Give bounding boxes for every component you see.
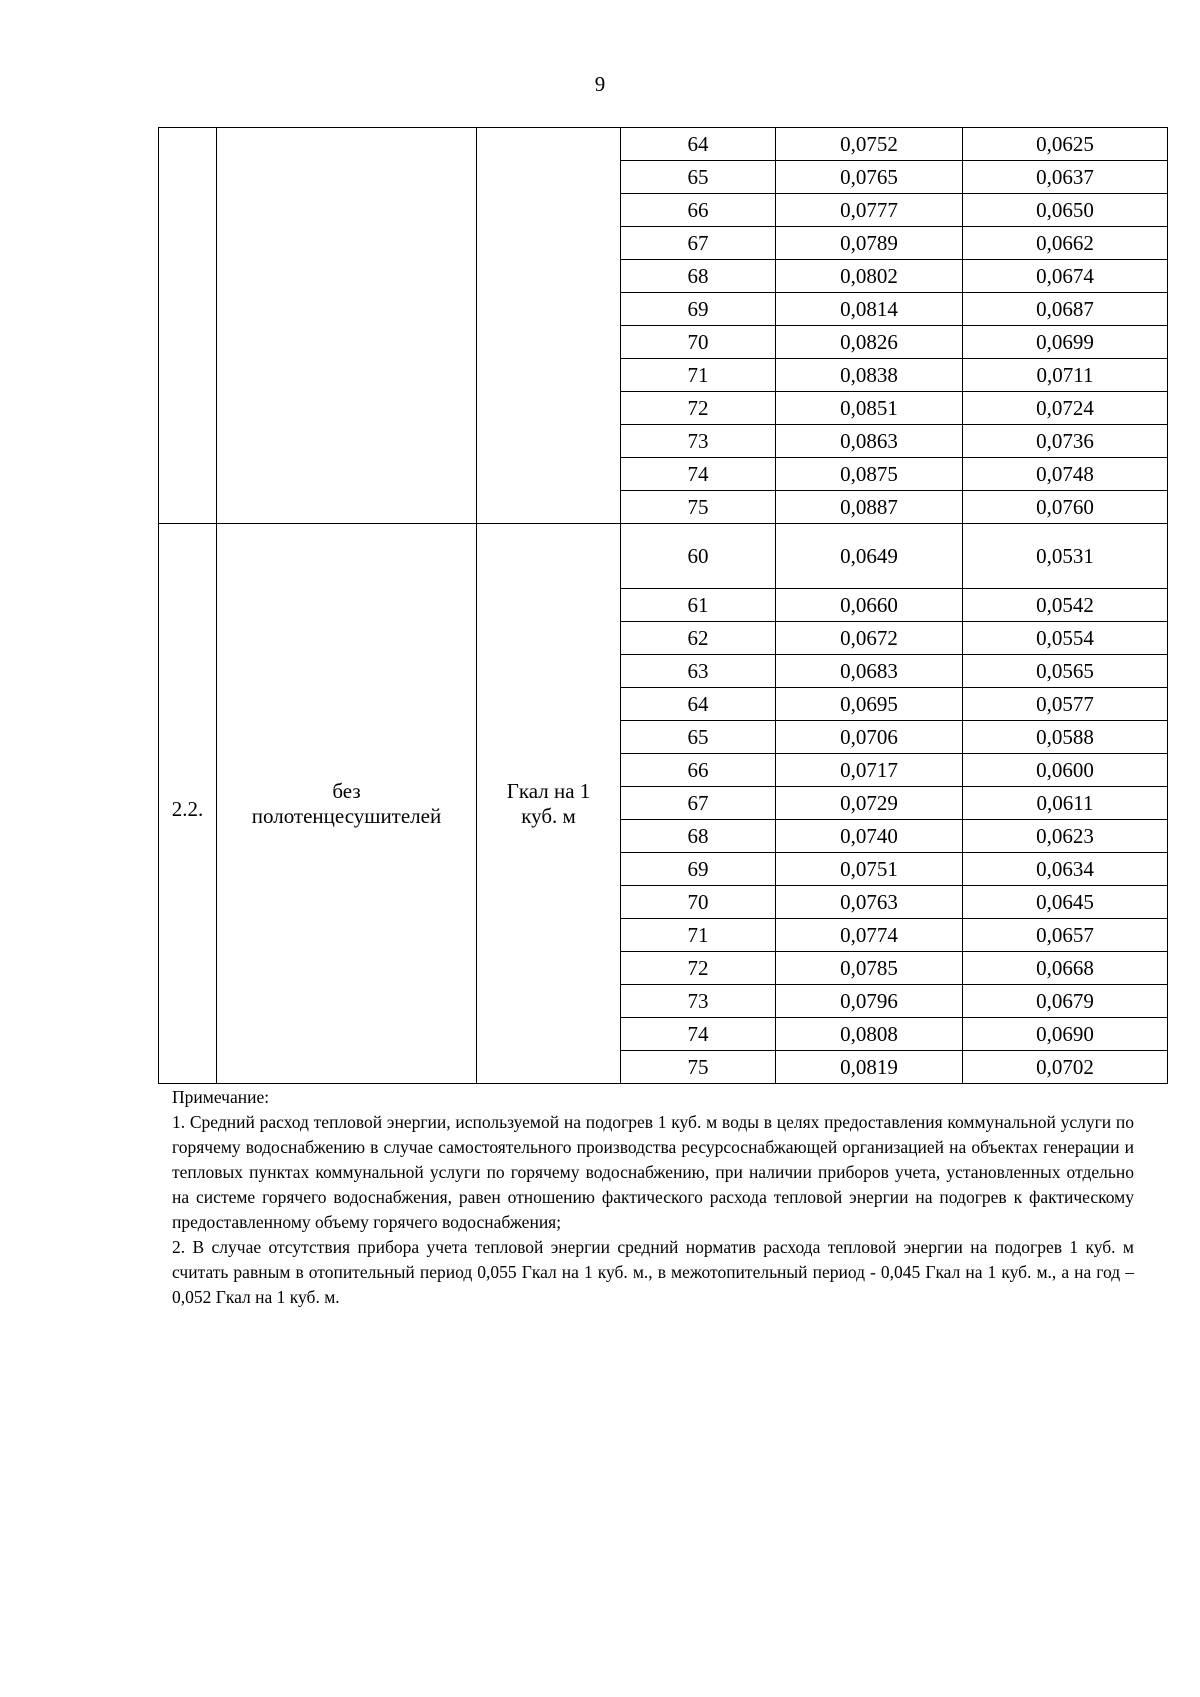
note-item-1: 1. Средний расход тепловой энергии, используемой на подогрев 1 куб. м воды в целях предоставления коммунальной услуги по горячему водоснабжению в случае самостоятельного производства ресурсоснабжающей организацией на объектах генерации и тепловых пунктах коммунальной услуги по горячему водоснабжению, при наличии приборов учета, установленных отдельно на системе горячего водоснабжения, равен отношению фактического расхода тепловой энергии на подогрев к фактическому предоставленному объему горячего водоснабжения; xyxy=(172,1112,1134,1232)
value-cell: 0,0683 xyxy=(776,655,963,688)
value-cell: 0,0542 xyxy=(963,589,1168,622)
value-cell: 0,0765 xyxy=(776,161,963,194)
unit-cell xyxy=(477,524,621,1084)
number-cell xyxy=(159,128,217,524)
temperature-cell: 68 xyxy=(621,260,776,293)
temperature-cell: 62 xyxy=(621,622,776,655)
temperature-cell: 71 xyxy=(621,919,776,952)
value-cell: 0,0819 xyxy=(776,1051,963,1084)
value-cell: 0,0796 xyxy=(776,985,963,1018)
value-cell: 0,0623 xyxy=(963,820,1168,853)
value-cell: 0,0645 xyxy=(963,886,1168,919)
heat-energy-table xyxy=(158,127,1168,1084)
value-cell: 0,0649 xyxy=(776,524,963,589)
unit-cell xyxy=(477,128,621,524)
temperature-cell: 61 xyxy=(621,589,776,622)
value-cell: 0,0634 xyxy=(963,853,1168,886)
value-cell: 0,0662 xyxy=(963,227,1168,260)
temperature-cell: 60 xyxy=(621,524,776,589)
temperature-cell: 69 xyxy=(621,293,776,326)
value-cell: 0,0699 xyxy=(963,326,1168,359)
value-cell: 0,0785 xyxy=(776,952,963,985)
temperature-cell: 66 xyxy=(621,754,776,787)
temperature-cell: 64 xyxy=(621,128,776,161)
number-cell: 2.2. xyxy=(159,524,217,1084)
temperature-cell: 74 xyxy=(621,458,776,491)
value-cell: 0,0887 xyxy=(776,491,963,524)
table-row xyxy=(159,524,1168,589)
temperature-cell: 63 xyxy=(621,655,776,688)
value-cell: 0,0802 xyxy=(776,260,963,293)
temperature-cell: 73 xyxy=(621,985,776,1018)
value-cell: 0,0690 xyxy=(963,1018,1168,1051)
value-cell: 0,0814 xyxy=(776,293,963,326)
value-cell: 0,0679 xyxy=(963,985,1168,1018)
value-cell: 0,0740 xyxy=(776,820,963,853)
value-cell: 0,0611 xyxy=(963,787,1168,820)
value-cell: 0,0711 xyxy=(963,359,1168,392)
temperature-cell: 65 xyxy=(621,721,776,754)
value-cell: 0,0838 xyxy=(776,359,963,392)
value-cell: 0,0748 xyxy=(963,458,1168,491)
value-cell: 0,0736 xyxy=(963,425,1168,458)
temperature-cell: 64 xyxy=(621,688,776,721)
temperature-cell: 65 xyxy=(621,161,776,194)
value-cell: 0,0672 xyxy=(776,622,963,655)
value-cell: 0,0777 xyxy=(776,194,963,227)
name-line-2: полотенцесушителей xyxy=(251,803,442,828)
temperature-cell: 71 xyxy=(621,359,776,392)
temperature-cell: 70 xyxy=(621,326,776,359)
name-line-1: без xyxy=(332,778,361,803)
value-cell: 0,0863 xyxy=(776,425,963,458)
value-cell: 0,0577 xyxy=(963,688,1168,721)
note-item-2: 2. В случае отсутствия прибора учета тепловой энергии средний норматив расхода тепловой энергии на подогрев 1 куб. м считать равным в отопительный период 0,055 Гкал на 1 куб. м., в межотопительный период - 0,045 Гкал на 1 куб. м., а на год – 0,052 Гкал на 1 куб. м. xyxy=(172,1237,1134,1307)
value-cell: 0,0660 xyxy=(776,589,963,622)
value-cell: 0,0588 xyxy=(963,721,1168,754)
temperature-cell: 69 xyxy=(621,853,776,886)
value-cell: 0,0674 xyxy=(963,260,1168,293)
value-cell: 0,0637 xyxy=(963,161,1168,194)
unit-line-2: куб. м xyxy=(521,803,576,828)
unit-line-1: Гкал на 1 xyxy=(506,778,591,803)
value-cell: 0,0600 xyxy=(963,754,1168,787)
value-cell: 0,0531 xyxy=(963,524,1168,589)
temperature-cell: 72 xyxy=(621,952,776,985)
temperature-cell: 75 xyxy=(621,1051,776,1084)
temperature-cell: 72 xyxy=(621,392,776,425)
table-row xyxy=(159,128,1168,161)
value-cell: 0,0760 xyxy=(963,491,1168,524)
value-cell: 0,0565 xyxy=(963,655,1168,688)
temperature-cell: 67 xyxy=(621,787,776,820)
value-cell: 0,0650 xyxy=(963,194,1168,227)
value-cell: 0,0851 xyxy=(776,392,963,425)
value-cell: 0,0763 xyxy=(776,886,963,919)
value-cell: 0,0687 xyxy=(963,293,1168,326)
value-cell: 0,0625 xyxy=(963,128,1168,161)
temperature-cell: 70 xyxy=(621,886,776,919)
value-cell: 0,0774 xyxy=(776,919,963,952)
value-cell: 0,0706 xyxy=(776,721,963,754)
name-cell xyxy=(217,128,477,524)
temperature-cell: 75 xyxy=(621,491,776,524)
temperature-cell: 68 xyxy=(621,820,776,853)
value-cell: 0,0789 xyxy=(776,227,963,260)
temperature-cell: 73 xyxy=(621,425,776,458)
value-cell: 0,0695 xyxy=(776,688,963,721)
notes-section xyxy=(172,1085,1134,1310)
value-cell: 0,0751 xyxy=(776,853,963,886)
value-cell: 0,0657 xyxy=(963,919,1168,952)
value-cell: 0,0702 xyxy=(963,1051,1168,1084)
temperature-cell: 74 xyxy=(621,1018,776,1051)
notes-title: Примечание: xyxy=(172,1087,270,1107)
page-number: 9 xyxy=(594,72,606,96)
value-cell: 0,0752 xyxy=(776,128,963,161)
value-cell: 0,0875 xyxy=(776,458,963,491)
value-cell: 0,0668 xyxy=(963,952,1168,985)
value-cell: 0,0554 xyxy=(963,622,1168,655)
temperature-cell: 67 xyxy=(621,227,776,260)
temperature-cell: 66 xyxy=(621,194,776,227)
value-cell: 0,0729 xyxy=(776,787,963,820)
value-cell: 0,0826 xyxy=(776,326,963,359)
value-cell: 0,0808 xyxy=(776,1018,963,1051)
value-cell: 0,0724 xyxy=(963,392,1168,425)
name-cell xyxy=(217,524,477,1084)
value-cell: 0,0717 xyxy=(776,754,963,787)
